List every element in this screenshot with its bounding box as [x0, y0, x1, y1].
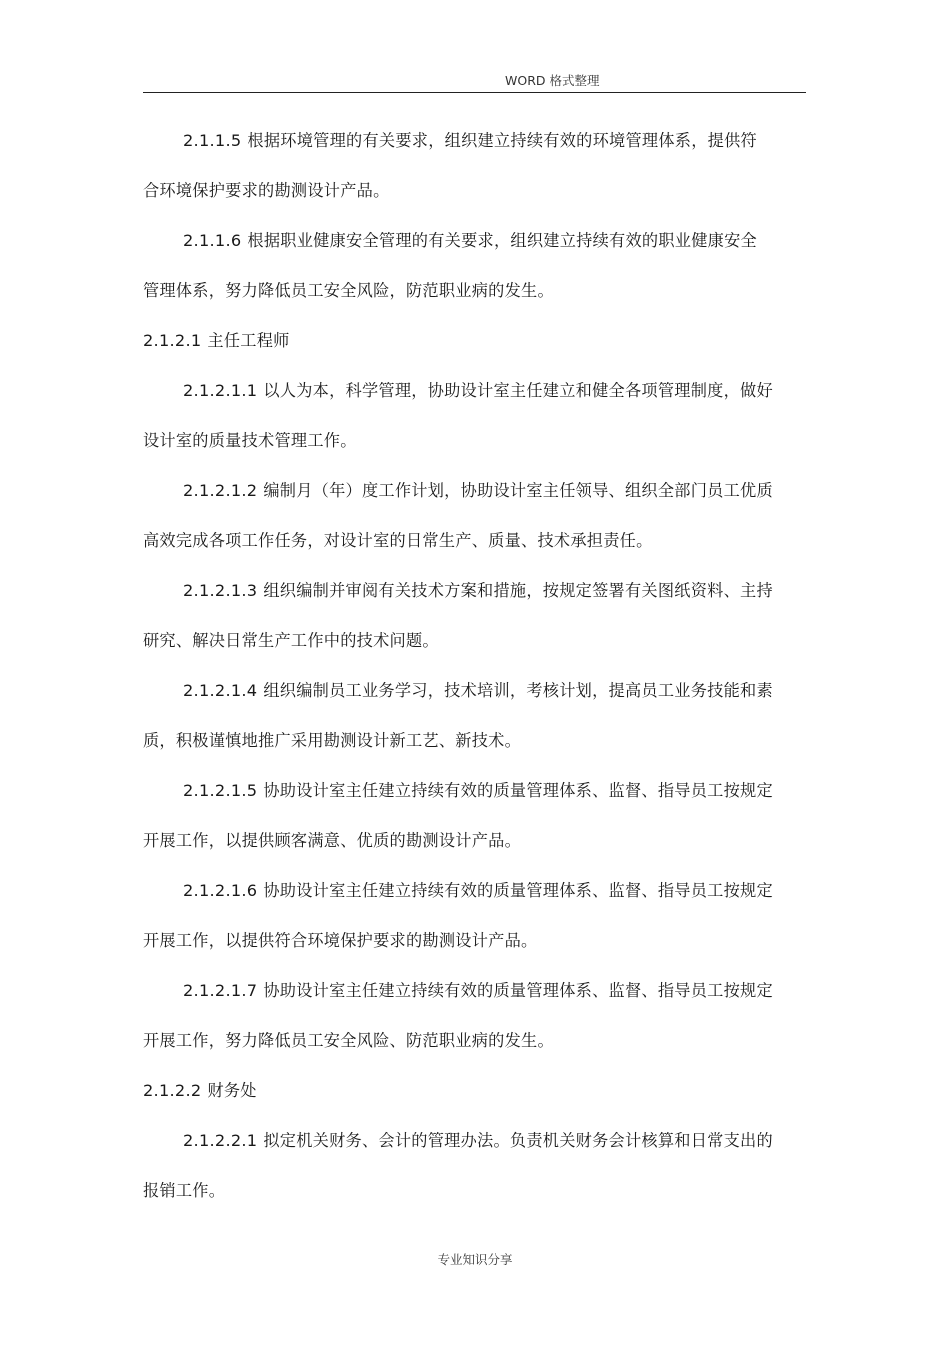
section-title: 财务处 [207, 1081, 257, 1100]
page-footer [0, 1250, 950, 1268]
paragraph-2-1-2-1-2 [143, 466, 773, 566]
paragraph-2-1-2-1-6 [143, 866, 773, 966]
header-title: WORD 格式整理 [505, 73, 600, 88]
section-number: 2.1.2.1.7 [183, 981, 258, 1000]
paragraph-2-1-2-1-3 [143, 566, 773, 666]
paragraph-2-1-2-1-5 [143, 766, 773, 866]
paragraph-2-1-2-1-1 [143, 366, 773, 466]
footer-text: 专业知识分享 [437, 1252, 513, 1267]
paragraph-2-1-2-2-1 [143, 1116, 773, 1216]
paragraph-text: 组织编制员工业务学习，技术培训，考核计划，提高员工业务技能和素质，积极谨慎地推广采用勘测设计新工艺、新技术。 [143, 681, 773, 750]
section-heading-2-1-2-2 [143, 1066, 773, 1116]
paragraph-2-1-2-1-4 [143, 666, 773, 766]
section-number: 2.1.2.1.2 [183, 481, 258, 500]
paragraph-text: 组织编制并审阅有关技术方案和措施，按规定签署有关图纸资料、主持研究、解决日常生产工作中的技术问题。 [143, 581, 773, 650]
paragraph-2-1-2-1-7 [143, 966, 773, 1066]
section-number: 2.1.2.2.1 [183, 1131, 258, 1150]
paragraph-text: 协助设计室主任建立持续有效的质量管理体系、监督、指导员工按规定开展工作，以提供顾客满意、优质的勘测设计产品。 [143, 781, 773, 850]
section-heading-2-1-2-1 [143, 316, 773, 366]
paragraph-text: 协助设计室主任建立持续有效的质量管理体系、监督、指导员工按规定开展工作，努力降低员工安全风险、防范职业病的发生。 [143, 981, 773, 1050]
document-body [143, 116, 773, 1216]
page-header [143, 66, 806, 93]
paragraph-text: 拟定机关财务、会计的管理办法。负责机关财务会计核算和日常支出的报销工作。 [143, 1131, 773, 1200]
section-number: 2.1.1.6 [183, 231, 242, 250]
section-number: 2.1.2.1.4 [183, 681, 258, 700]
section-number: 2.1.2.1.5 [183, 781, 258, 800]
paragraph-text: 编制月（年）度工作计划，协助设计室主任领导、组织全部门员工优质高效完成各项工作任务，对设计室的日常生产、质量、技术承担责任。 [143, 481, 773, 550]
paragraph-2-1-1-6 [143, 216, 773, 316]
paragraph-2-1-1-5 [143, 116, 773, 216]
paragraph-text: 根据职业健康安全管理的有关要求，组织建立持续有效的职业健康安全管理体系，努力降低员工安全风险，防范职业病的发生。 [143, 231, 757, 300]
paragraph-text: 根据环境管理的有关要求，组织建立持续有效的环境管理体系，提供符合环境保护要求的勘测设计产品。 [143, 131, 757, 200]
section-number: 2.1.2.2 [143, 1081, 202, 1100]
section-number: 2.1.1.5 [183, 131, 242, 150]
section-title: 主任工程师 [207, 331, 290, 350]
section-number: 2.1.2.1.1 [183, 381, 258, 400]
section-number: 2.1.2.1.6 [183, 881, 258, 900]
section-number: 2.1.2.1.3 [183, 581, 258, 600]
paragraph-text: 以人为本，科学管理，协助设计室主任建立和健全各项管理制度，做好设计室的质量技术管理工作。 [143, 381, 773, 450]
section-number: 2.1.2.1 [143, 331, 202, 350]
paragraph-text: 协助设计室主任建立持续有效的质量管理体系、监督、指导员工按规定开展工作，以提供符合环境保护要求的勘测设计产品。 [143, 881, 773, 950]
